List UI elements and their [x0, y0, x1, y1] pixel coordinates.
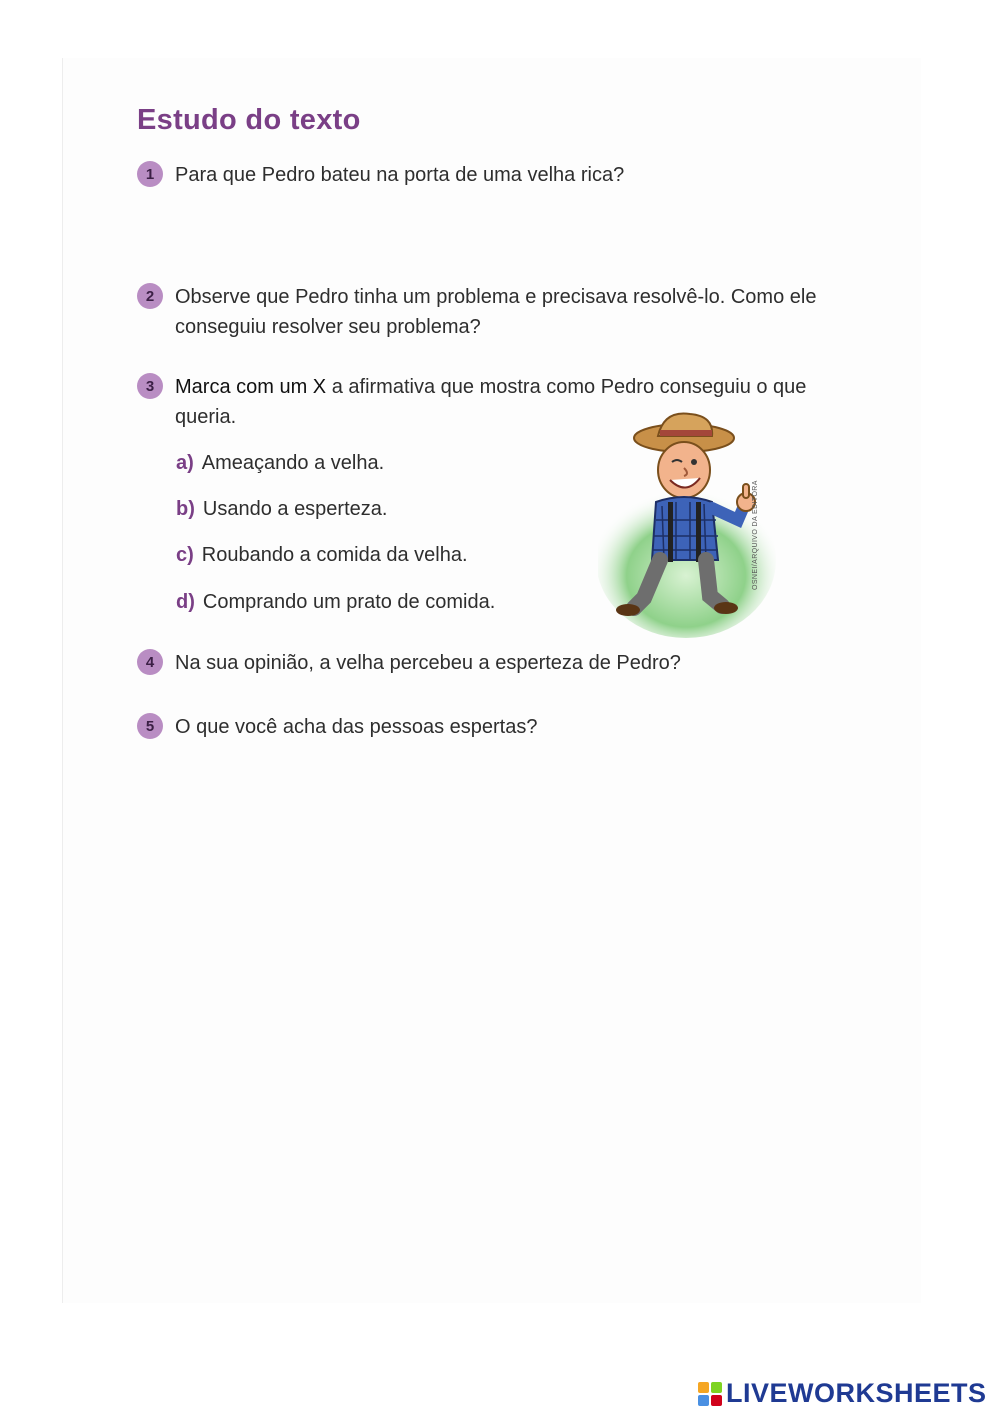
pedro-illustration: [598, 410, 778, 640]
question-text-line-1: Observe que Pedro tinha um problema e precisava resolvê-lo. Como ele: [175, 286, 817, 308]
option-c[interactable]: [176, 541, 468, 569]
question-number-badge: 2: [137, 283, 163, 309]
hat-band: [660, 430, 712, 436]
question-text-line-2: queria.: [175, 406, 237, 428]
suspender-right: [696, 502, 701, 562]
instruction-lead: Marca com um X: [175, 376, 327, 398]
section-title: Estudo do texto: [137, 104, 361, 136]
option-text: Roubando a comida da velha.: [201, 544, 468, 566]
question-number-badge: 5: [137, 713, 163, 739]
option-letter: b): [176, 498, 195, 520]
suspender-left: [668, 502, 673, 562]
question-text-line-2: conseguiu resolver seu problema?: [175, 316, 481, 338]
pedro-face: [658, 442, 710, 498]
option-b[interactable]: [176, 495, 387, 523]
option-letter: d): [176, 591, 195, 613]
question-text-line-1: a afirmativa que mostra como Pedro conseguiu o que: [326, 376, 807, 398]
option-letter: a): [176, 452, 194, 474]
question-text: Na sua opinião, a velha percebeu a esperteza de Pedro?: [175, 652, 681, 674]
shoe-left: [616, 604, 640, 616]
question-text: [175, 282, 816, 342]
option-letter: c): [176, 544, 194, 566]
liveworksheets-branding: [698, 1378, 987, 1409]
liveworksheets-logo-icon: [698, 1382, 722, 1406]
option-d[interactable]: [176, 588, 495, 616]
option-text: Usando a esperteza.: [202, 498, 388, 520]
question-number-badge: 3: [137, 373, 163, 399]
illustration-credit: OSNEI/ARQUIVO DA EDITORA: [752, 480, 759, 590]
option-text: Ameaçando a velha.: [201, 452, 385, 474]
question-number-badge: 1: [137, 161, 163, 187]
question-text: O que você acha das pessoas espertas?: [175, 716, 538, 738]
option-text: Comprando um prato de comida.: [202, 591, 496, 613]
option-a[interactable]: [176, 449, 384, 477]
question-text: Para que Pedro bateu na porta de uma velha rica?: [175, 164, 625, 186]
worksheet-page: [62, 58, 921, 1303]
question-number-badge: 4: [137, 649, 163, 675]
brand-name: LIVEWORKSHEETS: [726, 1378, 987, 1408]
shoe-right: [714, 602, 738, 614]
